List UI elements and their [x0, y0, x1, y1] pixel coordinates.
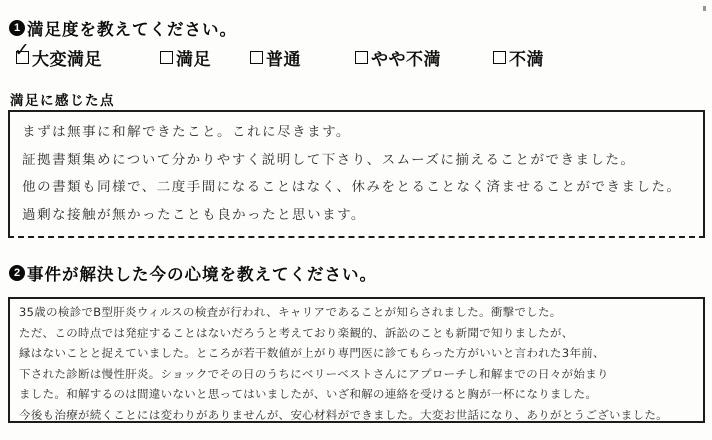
question1-title: 満足度を教えてください。 — [27, 21, 237, 39]
checkbox-icon — [493, 51, 506, 64]
handwritten-line: 他の書類も同様で、二度手間になることはなく、休みをとることなく済ませることができました。 — [21, 179, 682, 195]
checkbox-very-satisfied[interactable] — [14, 40, 102, 70]
satisfaction-checkbox-group — [0, 40, 712, 69]
checkbox-icon — [14, 40, 31, 64]
checkbox-neutral[interactable] — [250, 45, 301, 70]
handwritten-line: まずは無事に和解できたこと。これに尽きます。 — [21, 124, 352, 140]
handwritten-line: 今後も治療が続くことには変わりがありませんが、安心材料ができました。大変お世話になり、ありがとうございました。 — [18, 407, 669, 422]
question1-heading — [9, 16, 237, 40]
handwritten-line: 35歳の検診でB型肝炎ウィルスの検査が行われ、キャリアであることが知らされました。衝撃でした。 — [18, 305, 562, 319]
handwritten-line: 過剰な接触が無かったことも良かったと思います。 — [21, 206, 367, 223]
q2-answer-box[interactable] — [8, 297, 705, 423]
checkbox-label: 不満 — [509, 50, 544, 69]
checkbox-label: 普通 — [266, 50, 301, 69]
check-mark-icon: ✓ — [14, 40, 31, 61]
handwritten-line: 下された診断は慢性肝炎。ショックでその日のうちにベリーベストさんにアプローチし和解までの日々が始まり — [18, 366, 609, 381]
checkbox-satisfied[interactable] — [160, 45, 211, 70]
checkbox-icon — [355, 51, 368, 64]
question1-number-badge: 1 — [9, 20, 25, 36]
handwritten-line: 証拠書類集めについて分かりやすく説明して下さり、スムーズに揃えることができました。 — [21, 151, 636, 168]
handwritten-line: ただ、この時点では発症することはないだろうと考えており楽観的、訴訟のことも新聞で知りましたが、 — [18, 325, 574, 340]
q1-answer-box[interactable] — [8, 110, 705, 238]
question2-number-badge: 2 — [9, 265, 25, 281]
q1-answer-heading: 満足に感じた点 — [10, 93, 115, 108]
checkbox-label: やや不満 — [371, 50, 441, 69]
checkbox-icon — [160, 51, 173, 64]
checkbox-label: 大変満足 — [32, 50, 102, 69]
handwritten-line: ました。和解するのは間違いないと思ってはいましたが、いざ和解の連絡を受けると胸が一杯になりました。 — [18, 387, 598, 402]
handwritten-line: 縁はないことと捉えていました。ところが若干数値が上がり専門医に診てもらった方がいいと言われた3年前、 — [18, 346, 605, 361]
checkbox-dissatisfied[interactable] — [493, 45, 544, 70]
question2-heading — [9, 261, 377, 285]
checkbox-icon — [250, 51, 263, 64]
scan-noise-speck — [703, 6, 706, 11]
question2-title: 事件が解決した今の心境を教えてください。 — [27, 266, 377, 284]
checkbox-label: 満足 — [176, 50, 211, 69]
checkbox-somewhat-dissatisfied[interactable] — [355, 45, 441, 70]
